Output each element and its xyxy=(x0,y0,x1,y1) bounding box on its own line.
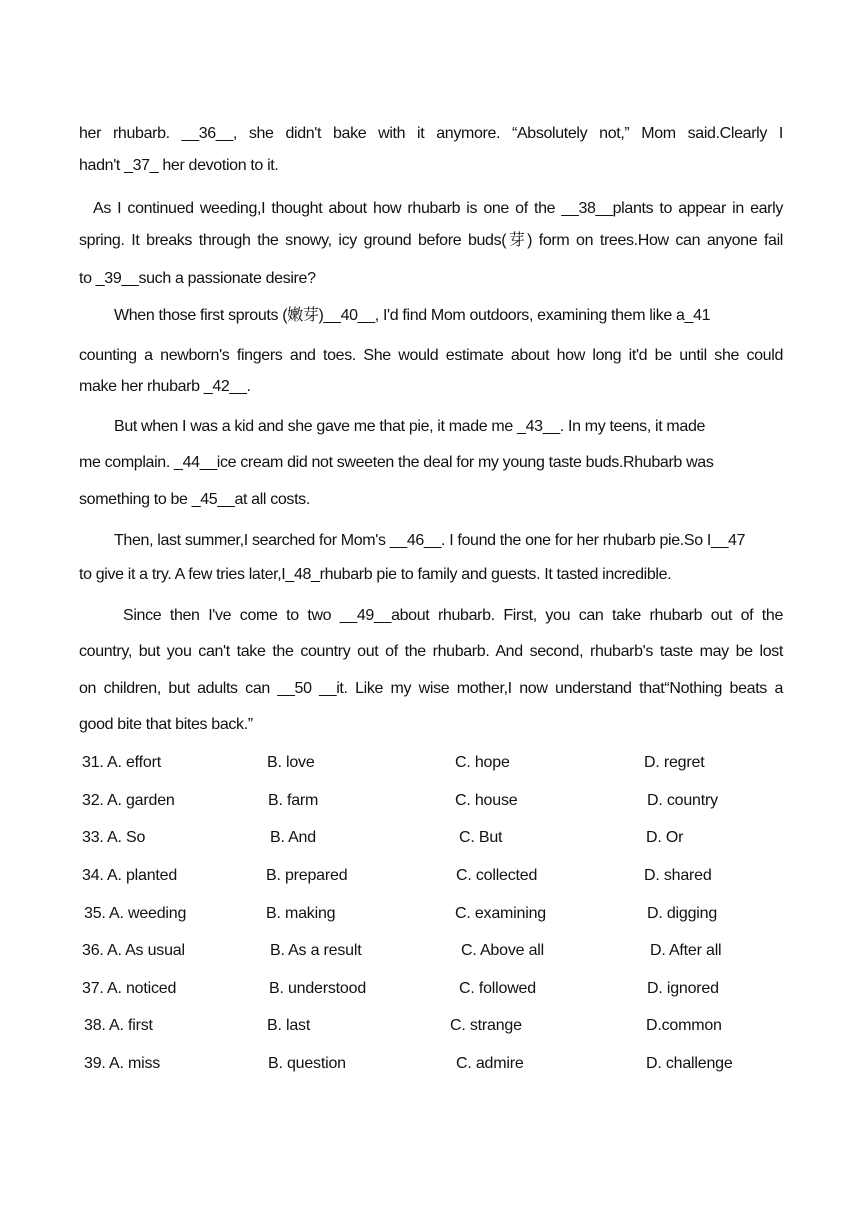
question-38-option-c: C. strange xyxy=(450,1017,522,1034)
question-39-option-c: C. admire xyxy=(456,1055,524,1072)
passage-line: When those first sprouts (嫩芽)__40__, I'd find Mom outdoors, examining them like a_41 xyxy=(114,307,711,324)
question-31-option-a: 31. A. effort xyxy=(82,754,161,771)
question-31-option-d: D. regret xyxy=(644,754,705,771)
passage-line: counting a newborn's fingers and toes. She would estimate about how long it'd be until she could xyxy=(79,347,783,364)
question-32-option-a: 32. A. garden xyxy=(82,792,175,809)
question-31-option-b: B. love xyxy=(267,754,315,771)
passage-line: something to be _45__at all costs. xyxy=(79,491,310,508)
question-34-option-b: B. prepared xyxy=(266,867,348,884)
question-33-option-d: D. Or xyxy=(646,829,684,846)
question-37-option-a: 37. A. noticed xyxy=(82,980,177,997)
question-37-option-c: C. followed xyxy=(459,980,536,997)
question-39-option-a: 39. A. miss xyxy=(84,1055,161,1072)
passage-line: country, but you can't take the country out of the rhubarb. And second, rhubarb's taste may be lost xyxy=(79,643,783,660)
passage-line: me complain. _44__ice cream did not sweeten the deal for my young taste buds.Rhubarb was xyxy=(79,454,714,471)
question-39-option-b: B. question xyxy=(268,1055,346,1072)
question-37-option-b: B. understood xyxy=(269,980,367,997)
question-36-option-d: D. After all xyxy=(650,942,722,959)
question-33-option-b: B. And xyxy=(270,829,316,846)
passage-line: As I continued weeding,I thought about how rhubarb is one of the __38__plants to appear in early xyxy=(93,200,783,217)
question-34-option-c: C. collected xyxy=(456,867,538,884)
passage-line: spring. It breaks through the snowy, icy ground before buds(芽) form on trees.How can anyone fail xyxy=(79,232,783,249)
passage-line: on children, but adults can __50 __it. Like my wise mother,I now understand that“Nothing beats a xyxy=(79,680,783,697)
question-34-option-a: 34. A. planted xyxy=(82,867,178,884)
question-33-option-c: C. But xyxy=(459,829,503,846)
question-36-option-a: 36. A. As usual xyxy=(82,942,185,959)
passage-line: Since then I've come to two __49__about rhubarb. First, you can take rhubarb out of the xyxy=(123,607,783,624)
question-35-option-c: C. examining xyxy=(455,905,546,922)
question-34-option-d: D. shared xyxy=(644,867,712,884)
question-31-option-c: C. hope xyxy=(455,754,510,771)
question-35-option-a: 35. A. weeding xyxy=(84,905,187,922)
question-32-option-b: B. farm xyxy=(268,792,319,809)
passage-line: good bite that bites back.” xyxy=(79,716,253,733)
question-38-option-d: D.common xyxy=(646,1017,722,1034)
passage-line: Then, last summer,I searched for Mom's __46__. I found the one for her rhubarb pie.So I__47 xyxy=(114,532,746,549)
passage-line: to _39__such a passionate desire? xyxy=(79,270,316,287)
passage-line: to give it a try. A few tries later,I_48_rhubarb pie to family and guests. It tasted incredible. xyxy=(79,566,672,583)
passage-line: her rhubarb. __36__, she didn't bake with it anymore. “Absolutely not,” Mom said.Clearly I xyxy=(79,125,783,142)
question-36-option-c: C. Above all xyxy=(461,942,544,959)
question-38-option-a: 38. A. first xyxy=(84,1017,153,1034)
question-32-option-d: D. country xyxy=(647,792,718,809)
question-35-option-b: B. making xyxy=(266,905,336,922)
question-32-option-c: C. house xyxy=(455,792,518,809)
passage-line: hadn't _37_ her devotion to it. xyxy=(79,157,279,174)
question-37-option-d: D. ignored xyxy=(647,980,719,997)
question-39-option-d: D. challenge xyxy=(646,1055,733,1072)
question-33-option-a: 33. A. So xyxy=(82,829,146,846)
question-38-option-b: B. last xyxy=(267,1017,311,1034)
passage-line: But when I was a kid and she gave me that pie, it made me _43__. In my teens, it made xyxy=(114,418,706,435)
passage-line: make her rhubarb _42__. xyxy=(79,378,251,395)
question-36-option-b: B. As a result xyxy=(270,942,362,959)
question-35-option-d: D. digging xyxy=(647,905,718,922)
